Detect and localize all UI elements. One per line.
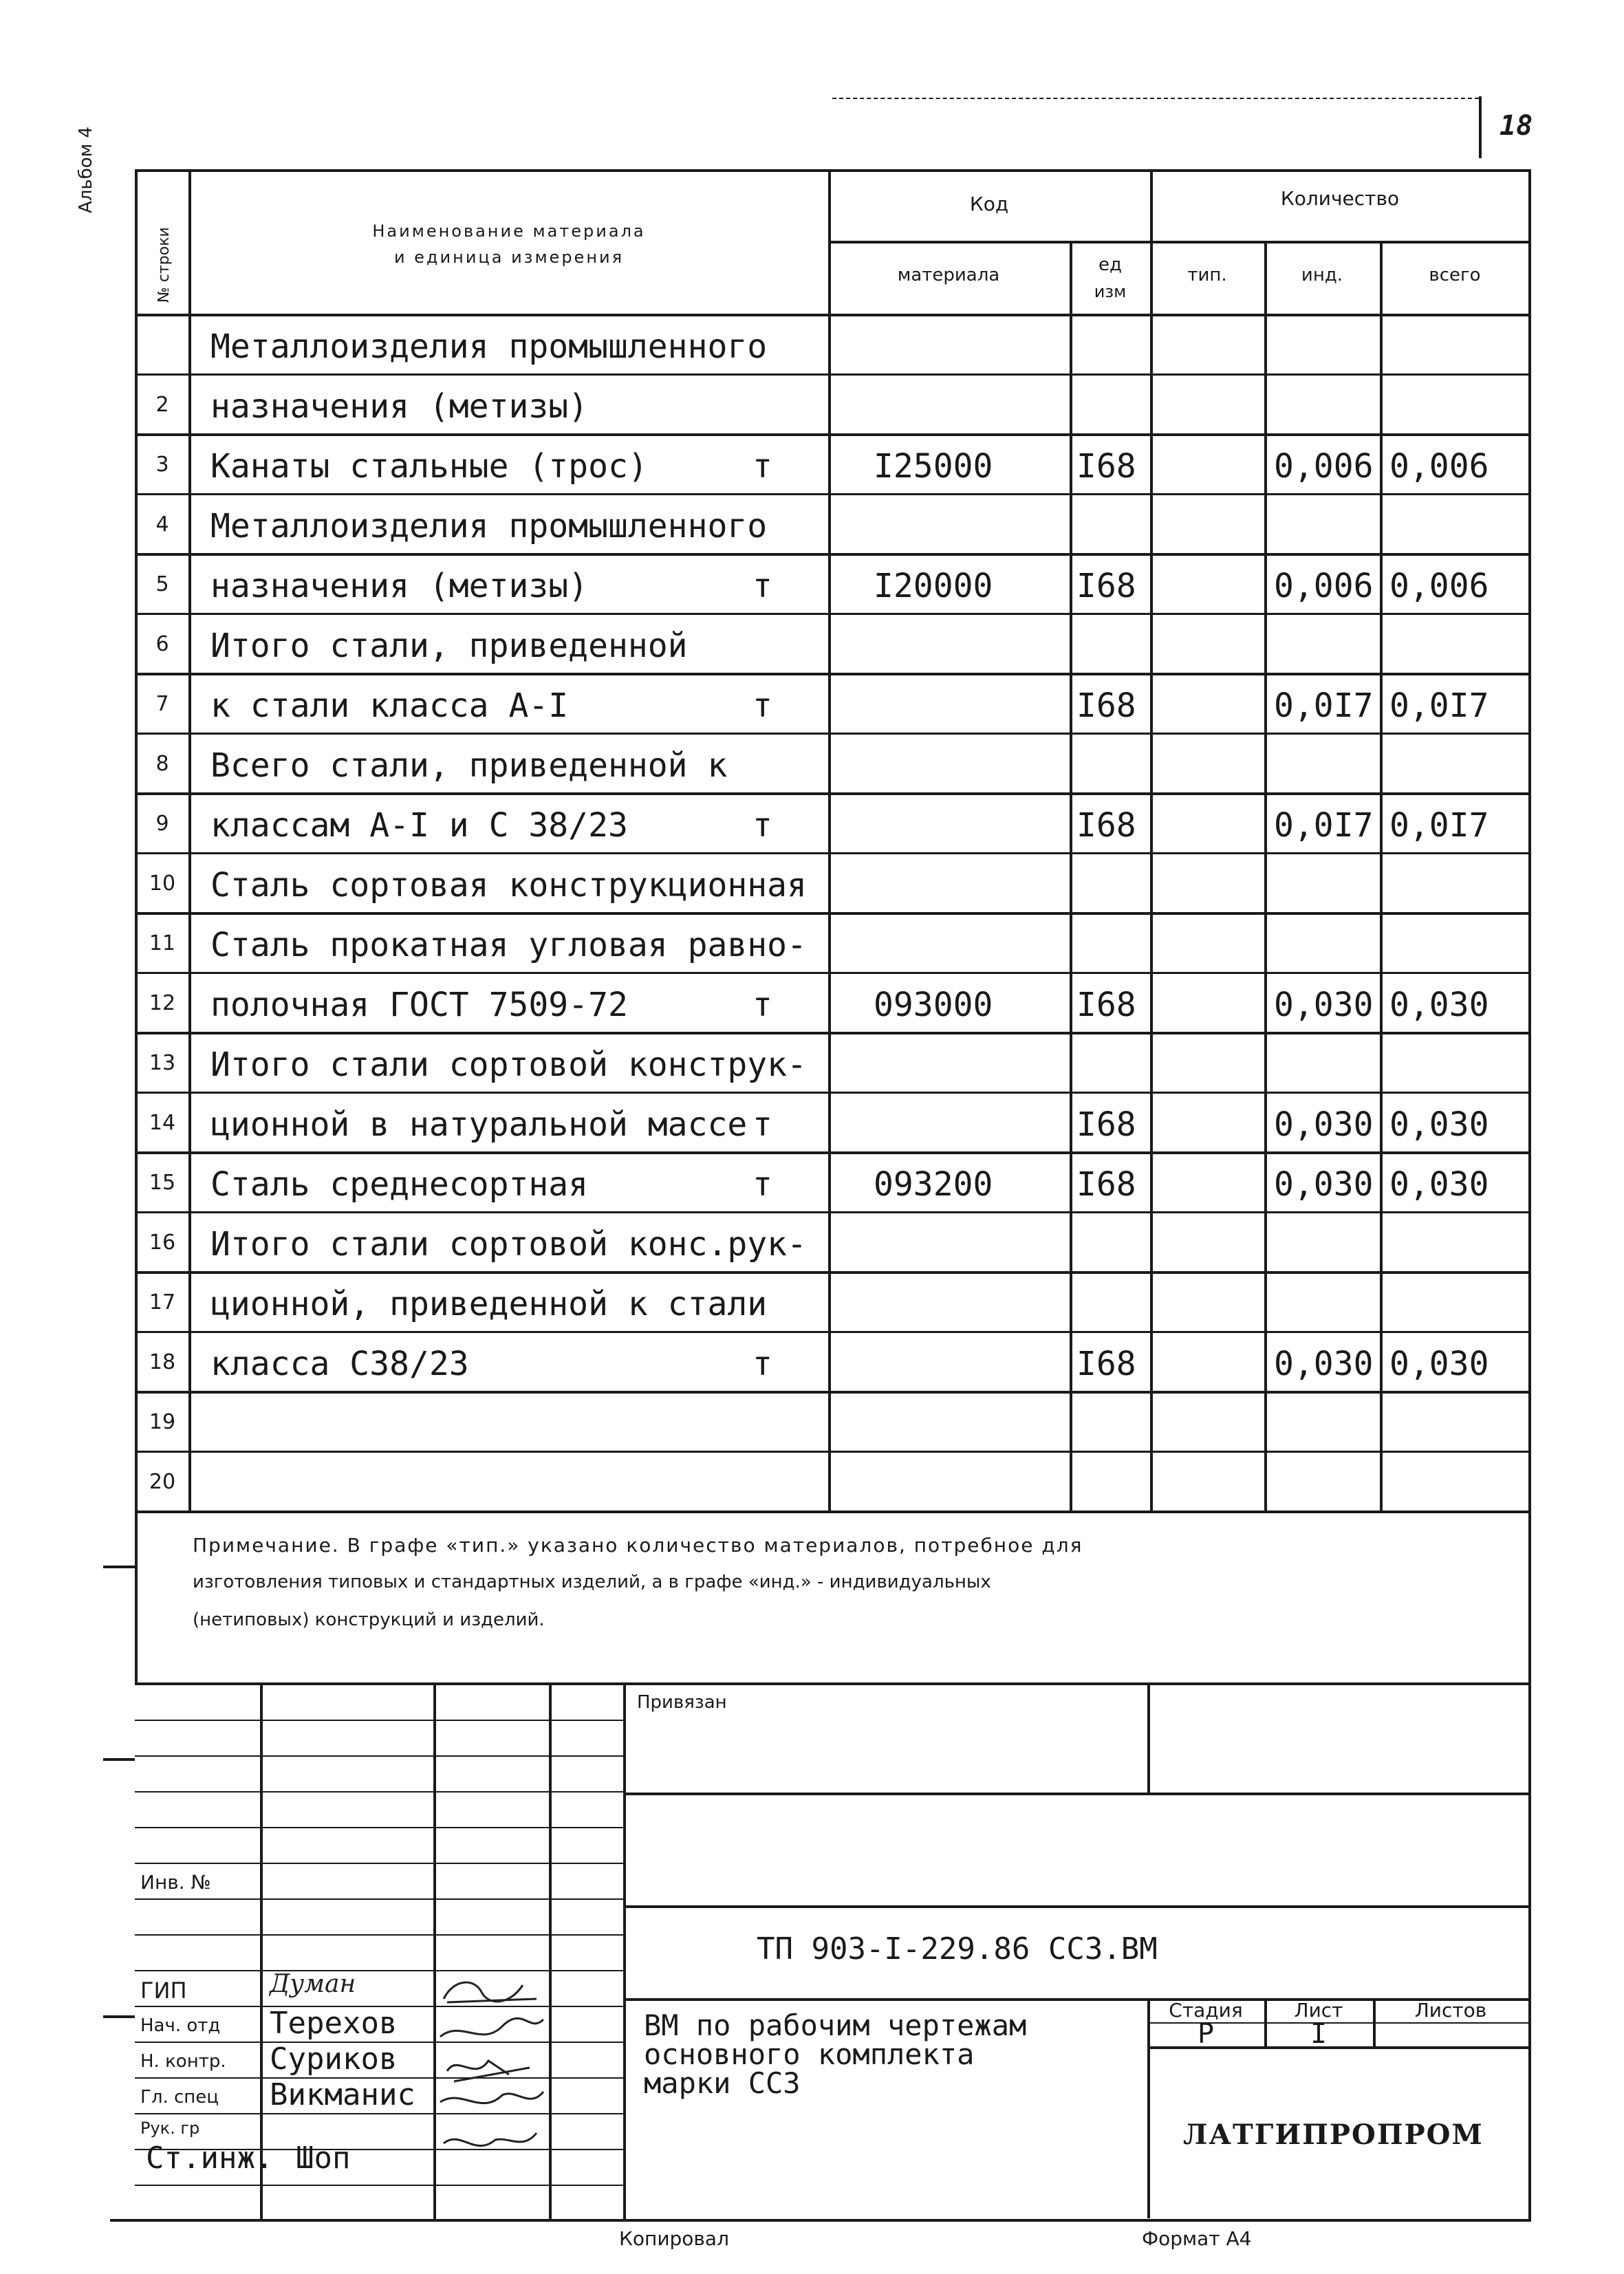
name-nach-otd: Терехов: [270, 2006, 398, 2041]
table-row-line: [135, 673, 1531, 675]
row-ed: I68: [1076, 447, 1136, 486]
row-name: Всего стали, приведенной к: [210, 746, 728, 785]
row-number: 16: [149, 1231, 176, 1255]
row-name: Сталь прокатная угловая равно-: [210, 926, 807, 964]
row-number: 5: [155, 572, 169, 596]
row-number: 19: [149, 1410, 176, 1434]
row-ind: 0,030: [1274, 1165, 1374, 1204]
row-unit: т: [753, 567, 772, 605]
row-number: 11: [149, 931, 176, 955]
row-number: 3: [155, 453, 169, 477]
table-row-line: [135, 1211, 1531, 1213]
organization-name: ЛАТГИПРОПРОМ: [1183, 2119, 1484, 2151]
header-code-unit-1: ед: [1098, 255, 1122, 275]
note-line-3: (нетиповых) конструкций и изделий.: [193, 1610, 545, 1630]
row-total: 0,006: [1389, 447, 1489, 486]
page-number: 18: [1500, 110, 1533, 142]
table-row-line: [135, 373, 1531, 376]
row-ed: I68: [1076, 806, 1136, 845]
table-row-line: [135, 613, 1531, 615]
row-name: Металлоизделия промышленного: [210, 327, 768, 366]
table-row-line: [135, 1451, 1531, 1453]
row-number: 6: [155, 632, 169, 656]
header-row-no: № строки: [155, 227, 173, 303]
table-row-line: [135, 433, 1531, 436]
role-nach-otd: Нач. отд: [140, 2015, 221, 2036]
header-name-line1: Наименование материала: [372, 221, 646, 241]
table-row-line: [135, 1151, 1531, 1154]
row-name: Итого стали сортовой конструк-: [210, 1046, 807, 1084]
row-number: 9: [155, 812, 169, 836]
row-ed: I68: [1076, 1345, 1136, 1383]
header-qty-type: тип.: [1187, 265, 1227, 285]
row-name: ционной, приведенной к стали: [210, 1285, 768, 1323]
row-number: 4: [155, 512, 169, 537]
row-total: 0,0I7: [1389, 686, 1489, 725]
note-line-2: изготовления типовых и стандартных изделий, а в графе «инд.» - индивидуальных: [193, 1572, 991, 1592]
sheet-value: I: [1310, 2018, 1328, 2050]
row-unit: т: [753, 686, 772, 725]
header-name-line2: и единица измерения: [393, 248, 625, 267]
row-number: 12: [149, 991, 176, 1015]
stage-value: Р: [1197, 2018, 1215, 2050]
row-name: Итого стали, приведенной: [210, 627, 688, 665]
table-row-line: [135, 1510, 1531, 1513]
role-st-inzh: Ст.инж.: [146, 2141, 274, 2176]
row-total: 0,030: [1389, 1165, 1489, 1204]
table-row-line: [135, 1391, 1531, 1394]
title-line-2: основного комплекта: [644, 2037, 975, 2071]
row-name: класса С38/23: [210, 1345, 469, 1383]
row-name: назначения (метизы): [210, 567, 589, 605]
row-ed: I68: [1076, 686, 1136, 725]
name-n-kontr: Суриков: [270, 2042, 398, 2077]
stage-label: Стадия: [1169, 1999, 1243, 2022]
row-total: 0,030: [1389, 1345, 1489, 1383]
row-code: I25000: [874, 447, 993, 486]
margin-tick: [103, 2015, 135, 2018]
name-st-inzh: Шоп: [296, 2141, 351, 2176]
top-dashed-rule: [832, 98, 1479, 99]
title-line-3: марки ССЗ: [644, 2066, 801, 2100]
row-ind: 0,030: [1274, 986, 1374, 1024]
header-code-material: материала: [897, 265, 1000, 285]
margin-tick: [103, 1758, 135, 1761]
row-number: 14: [149, 1111, 176, 1135]
row-ind: 0,0I7: [1274, 806, 1374, 845]
footer-format: Формат А4: [1142, 2227, 1252, 2250]
row-ind: 0,030: [1274, 1105, 1374, 1144]
row-total: 0,030: [1389, 1105, 1489, 1144]
role-ruk-gr: Рук. гр: [140, 2119, 200, 2138]
table-row-line: [135, 972, 1531, 974]
row-unit: т: [753, 1345, 772, 1383]
row-number: 8: [155, 752, 169, 776]
header-quantity: Количество: [1280, 187, 1400, 210]
role-gl-spec: Гл. спец: [140, 2087, 219, 2108]
row-number: 18: [149, 1350, 176, 1374]
row-name: назначения (метизы): [210, 387, 589, 426]
row-ed: I68: [1076, 986, 1136, 1024]
row-name: Металлоизделия промышленного: [210, 507, 768, 545]
row-unit: т: [753, 1105, 772, 1144]
row-number: 7: [155, 692, 169, 716]
name-gip: Думан: [270, 1970, 356, 1998]
table-row-line: [135, 912, 1531, 915]
note-line-1: Примечание. В графе «тип.» указано количество материалов, потребное для: [193, 1534, 1083, 1557]
row-total: 0,0I7: [1389, 806, 1489, 845]
table-row-line: [135, 553, 1531, 556]
row-ed: I68: [1076, 567, 1136, 605]
privyazan-label: Привязан: [637, 1692, 727, 1713]
margin-tick: [103, 1566, 135, 1568]
header-qty-total: всего: [1429, 265, 1481, 285]
row-name: ционной в натуральной массе: [210, 1105, 748, 1144]
row-name: Итого стали сортовой конс.рук-: [210, 1225, 807, 1264]
row-total: 0,006: [1389, 567, 1489, 605]
row-ind: 0,030: [1274, 1345, 1374, 1383]
name-gl-spec: Викманис: [270, 2077, 415, 2112]
row-code: 093000: [874, 986, 993, 1024]
table-row-line: [135, 852, 1531, 854]
row-ed: I68: [1076, 1165, 1136, 1204]
row-name: полочная ГОСТ 7509-72: [210, 986, 628, 1024]
role-gip: ГИП: [140, 1978, 187, 2004]
table-row-line: [135, 1032, 1531, 1035]
row-number: 17: [149, 1290, 176, 1314]
row-total: 0,030: [1389, 986, 1489, 1024]
sheet-label: Лист: [1294, 1999, 1343, 2022]
title-line-1: ВМ по рабочим чертежам: [644, 2008, 1027, 2042]
table-row-line: [135, 1092, 1531, 1094]
header-code: Код: [969, 193, 1009, 215]
row-code: I20000: [874, 567, 993, 605]
table-row-line: [135, 1271, 1531, 1274]
table-row-line: [135, 733, 1531, 735]
header-qty-ind: инд.: [1301, 265, 1343, 285]
footer-copied: Копировал: [619, 2227, 729, 2250]
side-album-label: Альбом 4: [76, 126, 96, 213]
header-code-unit-2: изм: [1094, 282, 1127, 301]
row-number: 15: [149, 1171, 176, 1195]
table-row-line: [135, 1331, 1531, 1333]
role-n-kontr: Н. контр.: [140, 2051, 226, 2072]
row-ind: 0,006: [1274, 567, 1374, 605]
row-unit: т: [753, 986, 772, 1024]
row-name: Сталь среднесортная: [210, 1165, 589, 1204]
row-name: классам А-I и С 38/23: [210, 806, 628, 845]
row-ind: 0,006: [1274, 447, 1374, 486]
row-name: Канаты стальные (трос): [210, 447, 648, 486]
row-number: 20: [149, 1470, 176, 1494]
inv-no-label: Инв. №: [140, 1871, 211, 1894]
sheets-label: Листов: [1414, 1999, 1487, 2022]
row-number: 13: [149, 1051, 176, 1075]
row-name: Сталь сортовая конструкционная: [210, 866, 807, 905]
row-ed: I68: [1076, 1105, 1136, 1144]
row-unit: т: [753, 806, 772, 845]
table-row-line: [135, 792, 1531, 795]
doc-code: ТП 903-I-229.86 ССЗ.ВМ: [757, 1931, 1158, 1967]
row-ind: 0,0I7: [1274, 686, 1374, 725]
row-number: 2: [155, 393, 169, 417]
page-number-bracket: [1479, 96, 1482, 158]
table-row-line: [135, 493, 1531, 495]
row-code: 093200: [874, 1165, 993, 1204]
row-name: к стали класса А-I: [210, 686, 569, 725]
row-unit: т: [753, 1165, 772, 1204]
signatures: [433, 1971, 557, 2191]
row-number: 10: [149, 871, 176, 896]
row-unit: т: [753, 447, 772, 486]
